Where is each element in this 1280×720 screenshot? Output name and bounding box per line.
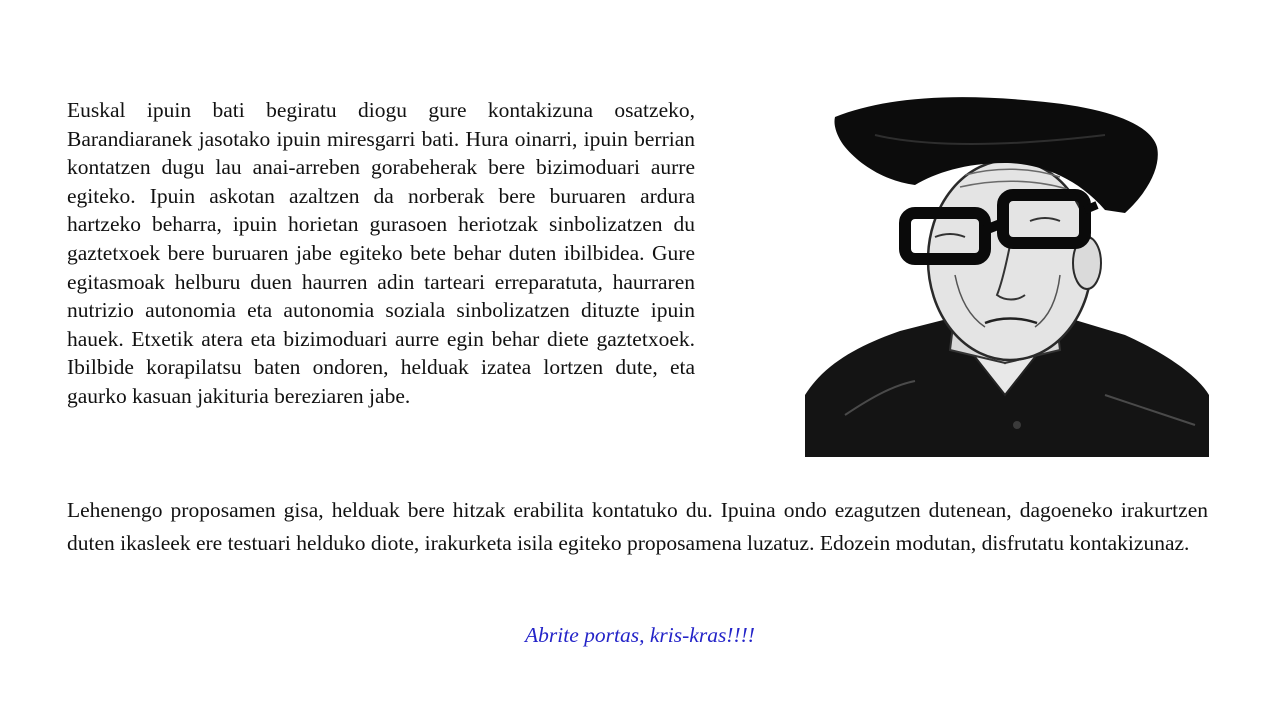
portrait-image xyxy=(805,95,1209,457)
proposal-paragraph: Lehenengo proposamen gisa, helduak bere hitzak erabilita kontatuko du. Ipuina ondo ezagutzen dutenean, dagoeneko irakurtzen duten ikasleek ere testuari helduko diote, irakurketa isila egiteko proposamena luzatuz. Edozein modutan, disfrutatu kontakizunaz. xyxy=(67,498,1208,555)
intro-paragraph: Euskal ipuin bati begiratu diogu gure kontakizuna osatzeko, Barandiaranek jasotako ipuin miresgarri bati. Hura oinarri, ipuin berrian kontatzen dugu lau anai-arreben gorabeherak bere bizimoduari aurre egiteko. Ipuin askotan azaltzen da norberak bere buruaren ardura hartzeko beharra, ipuin horietan gurasoen heriotzak sinbolizatzen du gaztetxoek bere buruaren jabe egiteko bete behar duten ibilbidea. Gure egitasmoak helburu duen haurren adin tarteari erreparatuta, haurraren nutrizio autonomia eta autonomia soziala sinbolizatzen dituzte ipuin hauek. Etxetik atera eta bizimoduari aurre egin behar diete gaztetxoek. Ibilbide korapilatsu baten ondoren, helduak izatea lortzen dute, eta gaurko kasuan jakituria bereziaren jabe. xyxy=(67,98,695,408)
tagline: Abrite portas, kris-kras!!!! xyxy=(525,623,755,647)
